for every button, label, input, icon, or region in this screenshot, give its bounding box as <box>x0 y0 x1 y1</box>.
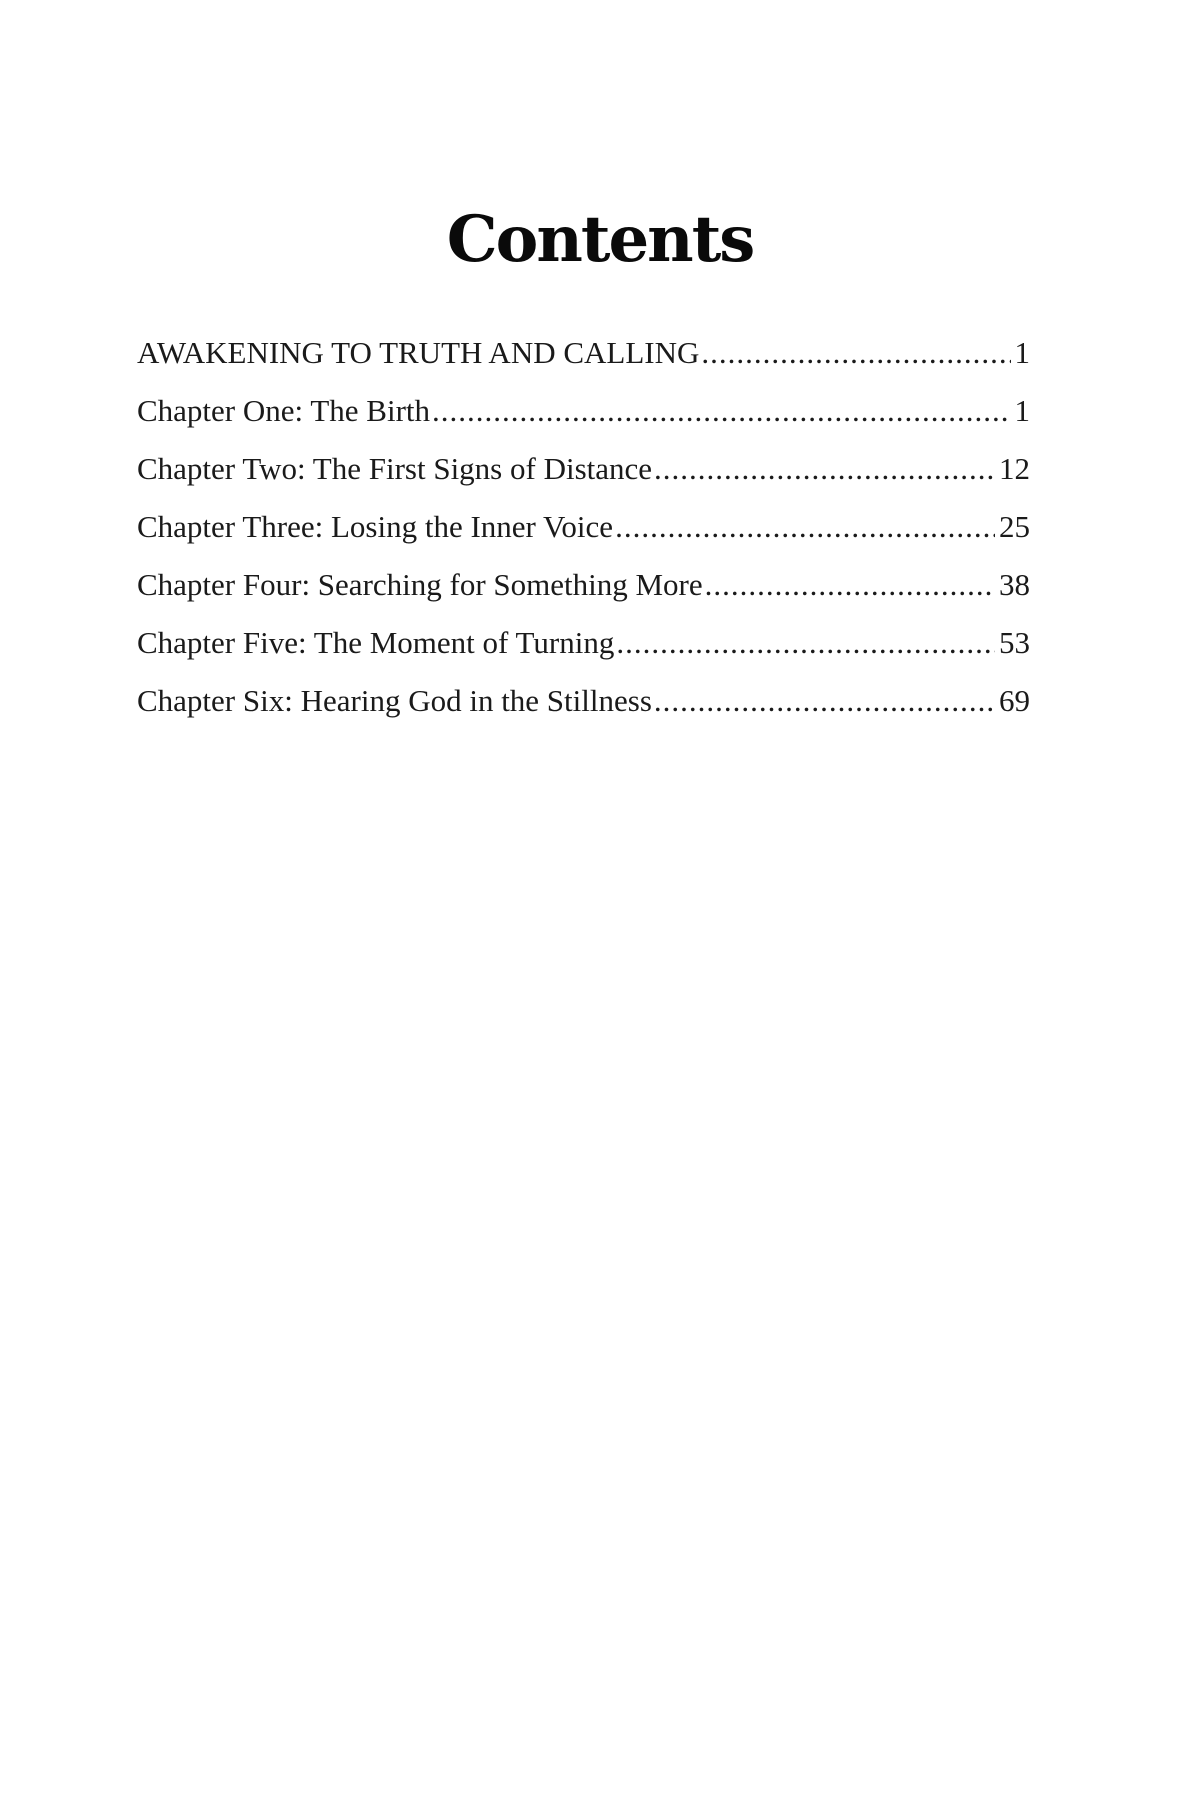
toc-entry-chapter-two[interactable] <box>137 440 1030 498</box>
dot-leader <box>615 498 995 556</box>
toc-entry-chapter-five[interactable] <box>137 614 1030 672</box>
toc-entry-label: Chapter Two: The First Signs of Distance <box>137 451 653 486</box>
toc-page-number: 53 <box>999 625 1030 660</box>
table-of-contents <box>137 324 1030 730</box>
toc-entry-label: AWAKENING TO TRUTH AND CALLING <box>137 335 700 370</box>
toc-entry-label: Chapter One: The Birth <box>137 393 431 428</box>
toc-page-number: 1 <box>1014 393 1030 428</box>
dot-leader <box>616 614 995 672</box>
dot-leader <box>432 382 1010 440</box>
dot-leader <box>654 672 995 730</box>
toc-entry-chapter-four[interactable] <box>137 556 1030 614</box>
toc-page-number: 38 <box>999 567 1030 602</box>
dot-leader <box>701 324 1010 382</box>
toc-page-number: 1 <box>1014 335 1030 370</box>
toc-page-number: 12 <box>999 451 1030 486</box>
toc-entry-label: Chapter Four: Searching for Something More <box>137 567 703 602</box>
toc-entry-chapter-one[interactable] <box>137 382 1030 440</box>
toc-entry-label: Chapter Six: Hearing God in the Stillness <box>137 683 652 718</box>
toc-entry-label: Chapter Five: The Moment of Turning <box>137 625 615 660</box>
toc-entry-chapter-three[interactable] <box>137 498 1030 556</box>
dot-leader <box>654 440 995 498</box>
toc-entry-chapter-six[interactable] <box>137 672 1030 730</box>
toc-page-number: 69 <box>999 683 1030 718</box>
toc-entry-part-awakening[interactable] <box>137 324 1030 382</box>
dot-leader <box>705 556 995 614</box>
toc-page-number: 25 <box>999 509 1030 544</box>
toc-entry-label: Chapter Three: Losing the Inner Voice <box>137 509 614 544</box>
page-title: Contents <box>446 202 754 277</box>
